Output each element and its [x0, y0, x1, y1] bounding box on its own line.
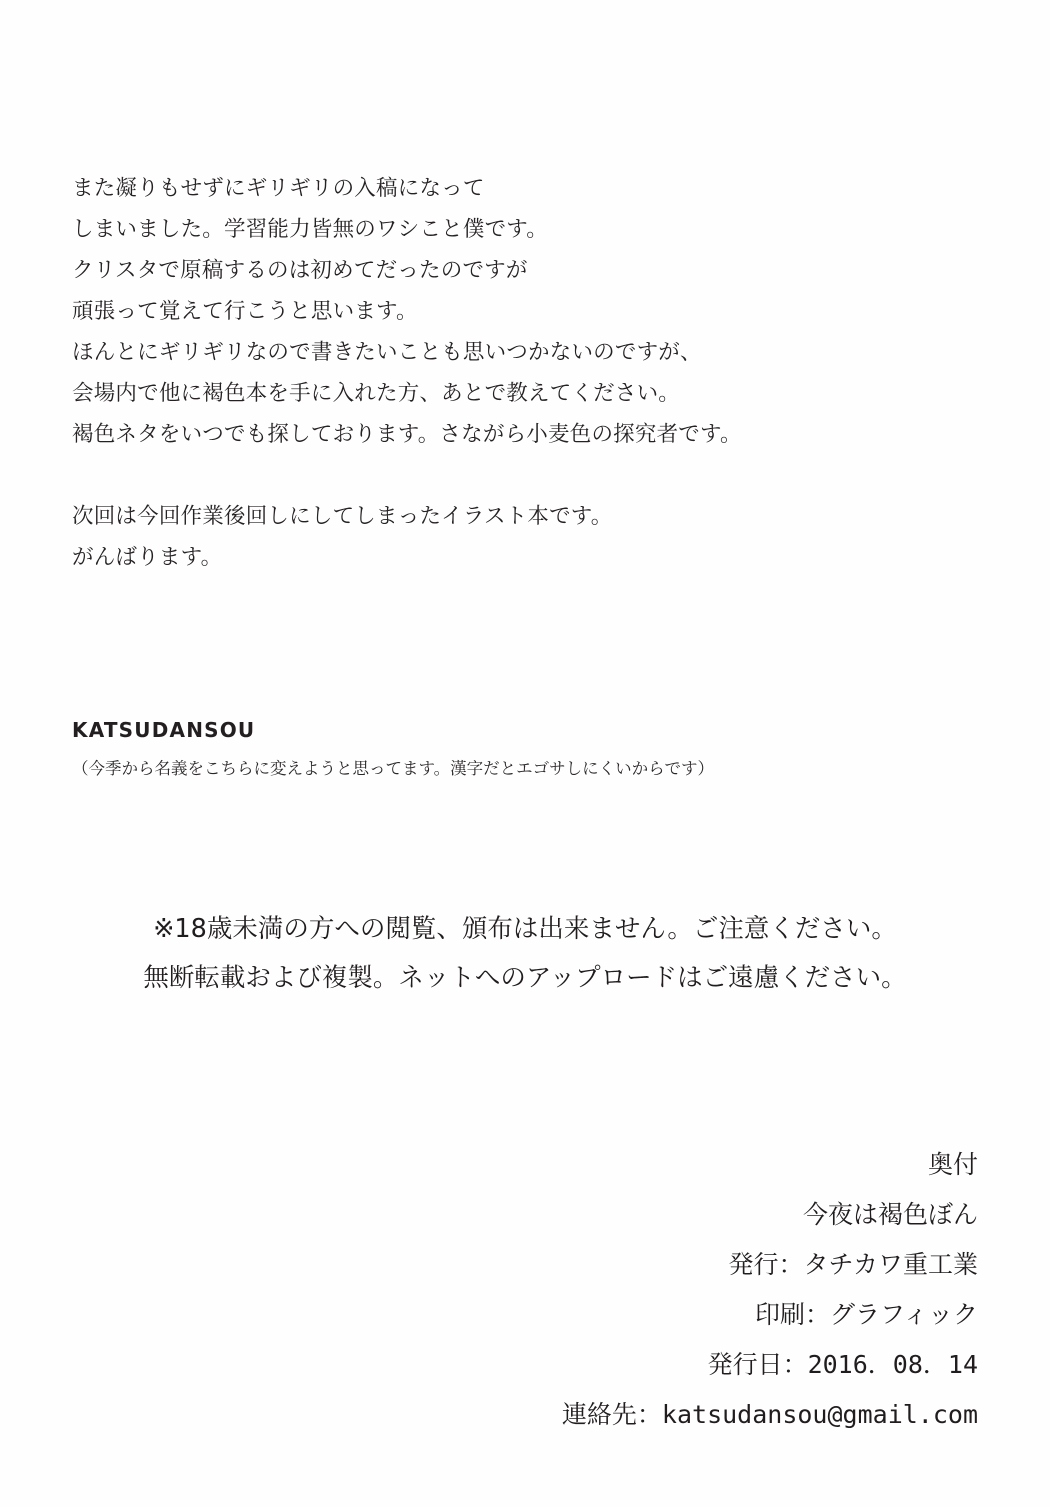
colophon-date: 発行日：2016．08．14 [707, 1350, 978, 1379]
afterword-line: 次回は今回作業後回しにしてしまったイラスト本です。 [72, 504, 613, 529]
afterword-line: 会場内で他に褐色本を手に入れた方、あとで教えてください。 [72, 381, 681, 406]
colophon-title: 今夜は褐色ぼん [802, 1200, 978, 1229]
afterword-line: ほんとにギリギリなので書きたいことも思いつかないのですが、 [72, 340, 702, 365]
author-note: （今季から名義をこちらに変えようと思ってます。漢字だとエゴサしにくいからです） [72, 759, 715, 778]
afterword-line: しまいました。学習能力皆無のワシこと僕です。 [72, 217, 549, 242]
age-restriction-notice [0, 905, 1050, 1003]
colophon-block [562, 1140, 978, 1440]
colophon-printer: 印刷：グラフィック [754, 1300, 978, 1329]
afterword-line: クリスタで原稿するのは初めてだったのですが [72, 258, 528, 283]
colophon-contact: 連絡先：katsudansou@gmail.com [561, 1400, 978, 1429]
paragraph-spacer [72, 455, 952, 496]
afterword-line: がんばります。 [72, 545, 223, 570]
notice-line-copyright: 無断転載および複製。ネットへのアップロードはご遠慮ください。 [143, 963, 907, 993]
afterword-line: 頑張って覚えて行こうと思います。 [72, 299, 418, 324]
signature-block [72, 718, 714, 782]
colophon-publisher: 発行：タチカワ重工業 [728, 1250, 978, 1279]
afterword-text-block [72, 168, 952, 578]
afterword-line: また凝りもせずにギリギリの入稿になって [72, 176, 485, 201]
author-name: KATSUDANSOU [72, 718, 256, 742]
colophon-heading: 奥付 [927, 1150, 978, 1179]
notice-line-age: ※18歳未満の方への閲覧、頒布は出来ません。ご注意ください。 [153, 914, 897, 944]
afterword-line: 褐色ネタをいつでも探しております。さながら小麦色の探究者です。 [72, 422, 742, 447]
